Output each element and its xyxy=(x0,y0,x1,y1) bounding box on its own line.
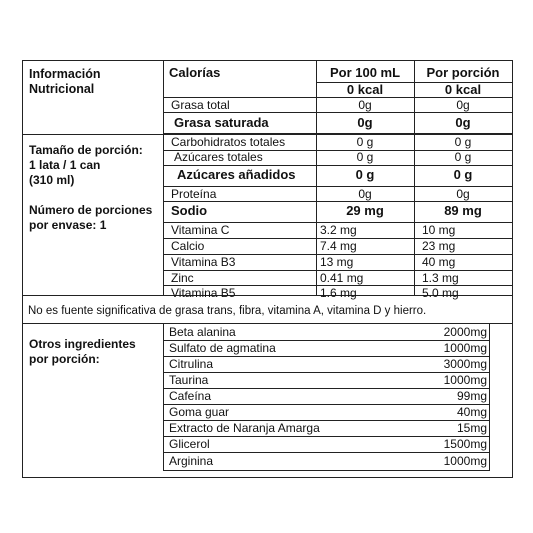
ingredient-amount-8: 1500mg xyxy=(443,437,487,451)
serving-size-value1: 1 lata / 1 can xyxy=(29,158,101,172)
row-vitb3-name: Vitamina B3 xyxy=(171,255,236,269)
ingredient-amount-1: 2000mg xyxy=(443,325,487,339)
row-added-sugars-name: Azúcares añadidos xyxy=(177,167,296,182)
row-kcal-per100: 0 kcal xyxy=(346,82,384,97)
row-fat-per100: 0g xyxy=(358,98,372,112)
row-kcal-serving: 0 kcal xyxy=(444,82,482,97)
nutrition-title-line2: Nutricional xyxy=(29,82,95,96)
ingredient-amount-4: 1000mg xyxy=(443,373,487,387)
row-calcium-name: Calcio xyxy=(171,239,205,253)
ingredient-amount-7: 15mg xyxy=(456,421,487,435)
row-satfat-name: Grasa saturada xyxy=(174,115,269,130)
ingredients-label-line1: Otros ingredientes xyxy=(29,337,136,351)
ingredient-name-4: Taurina xyxy=(169,373,209,387)
row-vitc-name: Vitamina C xyxy=(171,223,230,237)
row-carbs-serving: 0 g xyxy=(454,135,472,149)
col-header-nutrient: Calorías xyxy=(169,65,221,80)
serving-size-value2: (310 ml) xyxy=(29,173,75,187)
row-zinc-per100: 0.41 mg xyxy=(320,271,364,285)
row-added-sugars-serving: 0 g xyxy=(453,167,473,182)
ingredient-amount-2: 1000mg xyxy=(443,341,487,355)
row-vitb5-per100: 1.6 mg xyxy=(320,286,357,300)
row-vitc-per100: 3.2 mg xyxy=(320,223,357,237)
ingredient-name-3: Citrulina xyxy=(169,357,214,371)
row-carbs-name: Carbohidratos totales xyxy=(171,135,286,149)
nutrition-title-line1: Información xyxy=(29,67,101,81)
ingredient-name-7: Extracto de Naranja Amarga xyxy=(169,421,320,435)
row-fat-name: Grasa total xyxy=(171,98,230,112)
servings-label2: por envase: 1 xyxy=(29,218,107,232)
row-fat-serving: 0g xyxy=(456,98,470,112)
row-sodium-name: Sodio xyxy=(171,203,208,218)
ingredient-amount-3: 3000mg xyxy=(443,357,487,371)
ingredient-name-8: Glicerol xyxy=(169,437,210,451)
row-sugars-serving: 0 g xyxy=(454,150,472,164)
ingredient-amount-5: 99mg xyxy=(456,389,487,403)
ingredients-label-line2: por porción: xyxy=(29,352,100,366)
ingredient-name-1: Beta alanina xyxy=(169,325,236,339)
row-vitc-serving: 10 mg xyxy=(422,223,456,237)
row-vitb5-name: Vitamina B5 xyxy=(171,286,236,300)
row-protein-serving: 0g xyxy=(456,187,470,201)
nutrition-facts-panel xyxy=(22,60,513,324)
ingredient-name-5: Cafeína xyxy=(169,389,212,403)
row-sodium-per100: 29 mg xyxy=(346,203,384,218)
ingredient-name-2: Sulfato de agmatina xyxy=(169,341,276,355)
row-carbs-per100: 0 g xyxy=(356,135,374,149)
ingredients-panel xyxy=(22,323,513,478)
row-sodium-serving: 89 mg xyxy=(444,203,482,218)
row-calcium-per100: 7.4 mg xyxy=(320,239,357,253)
row-vitb3-serving: 40 mg xyxy=(422,255,456,269)
row-protein-name: Proteína xyxy=(171,187,217,201)
row-sugars-name: Azúcares totales xyxy=(174,150,263,164)
row-zinc-serving: 1.3 mg xyxy=(422,271,459,285)
servings-label1: Número de porciones xyxy=(29,203,153,217)
col-header-per100: Por 100 mL xyxy=(329,65,401,80)
row-vitb3-per100: 13 mg xyxy=(320,255,354,269)
row-calcium-serving: 23 mg xyxy=(422,239,456,253)
ingredient-name-9: Arginina xyxy=(169,454,214,468)
row-satfat-serving: 0g xyxy=(455,115,471,130)
row-satfat-per100: 0g xyxy=(357,115,373,130)
row-protein-per100: 0g xyxy=(358,187,372,201)
row-vitb5-serving: 5.0 mg xyxy=(422,286,459,300)
serving-size-label: Tamaño de porción: xyxy=(29,143,143,157)
row-zinc-name: Zinc xyxy=(171,271,194,285)
row-added-sugars-per100: 0 g xyxy=(355,167,375,182)
ingredient-amount-9: 1000mg xyxy=(443,454,487,468)
col-header-perserving: Por porción xyxy=(426,65,500,80)
ingredient-name-6: Goma guar xyxy=(169,405,230,419)
footnote: No es fuente significativa de grasa trans, fibra, vitamina A, vitamina D y hierro. xyxy=(28,305,427,317)
ingredient-amount-6: 40mg xyxy=(456,405,487,419)
row-sugars-per100: 0 g xyxy=(356,150,374,164)
